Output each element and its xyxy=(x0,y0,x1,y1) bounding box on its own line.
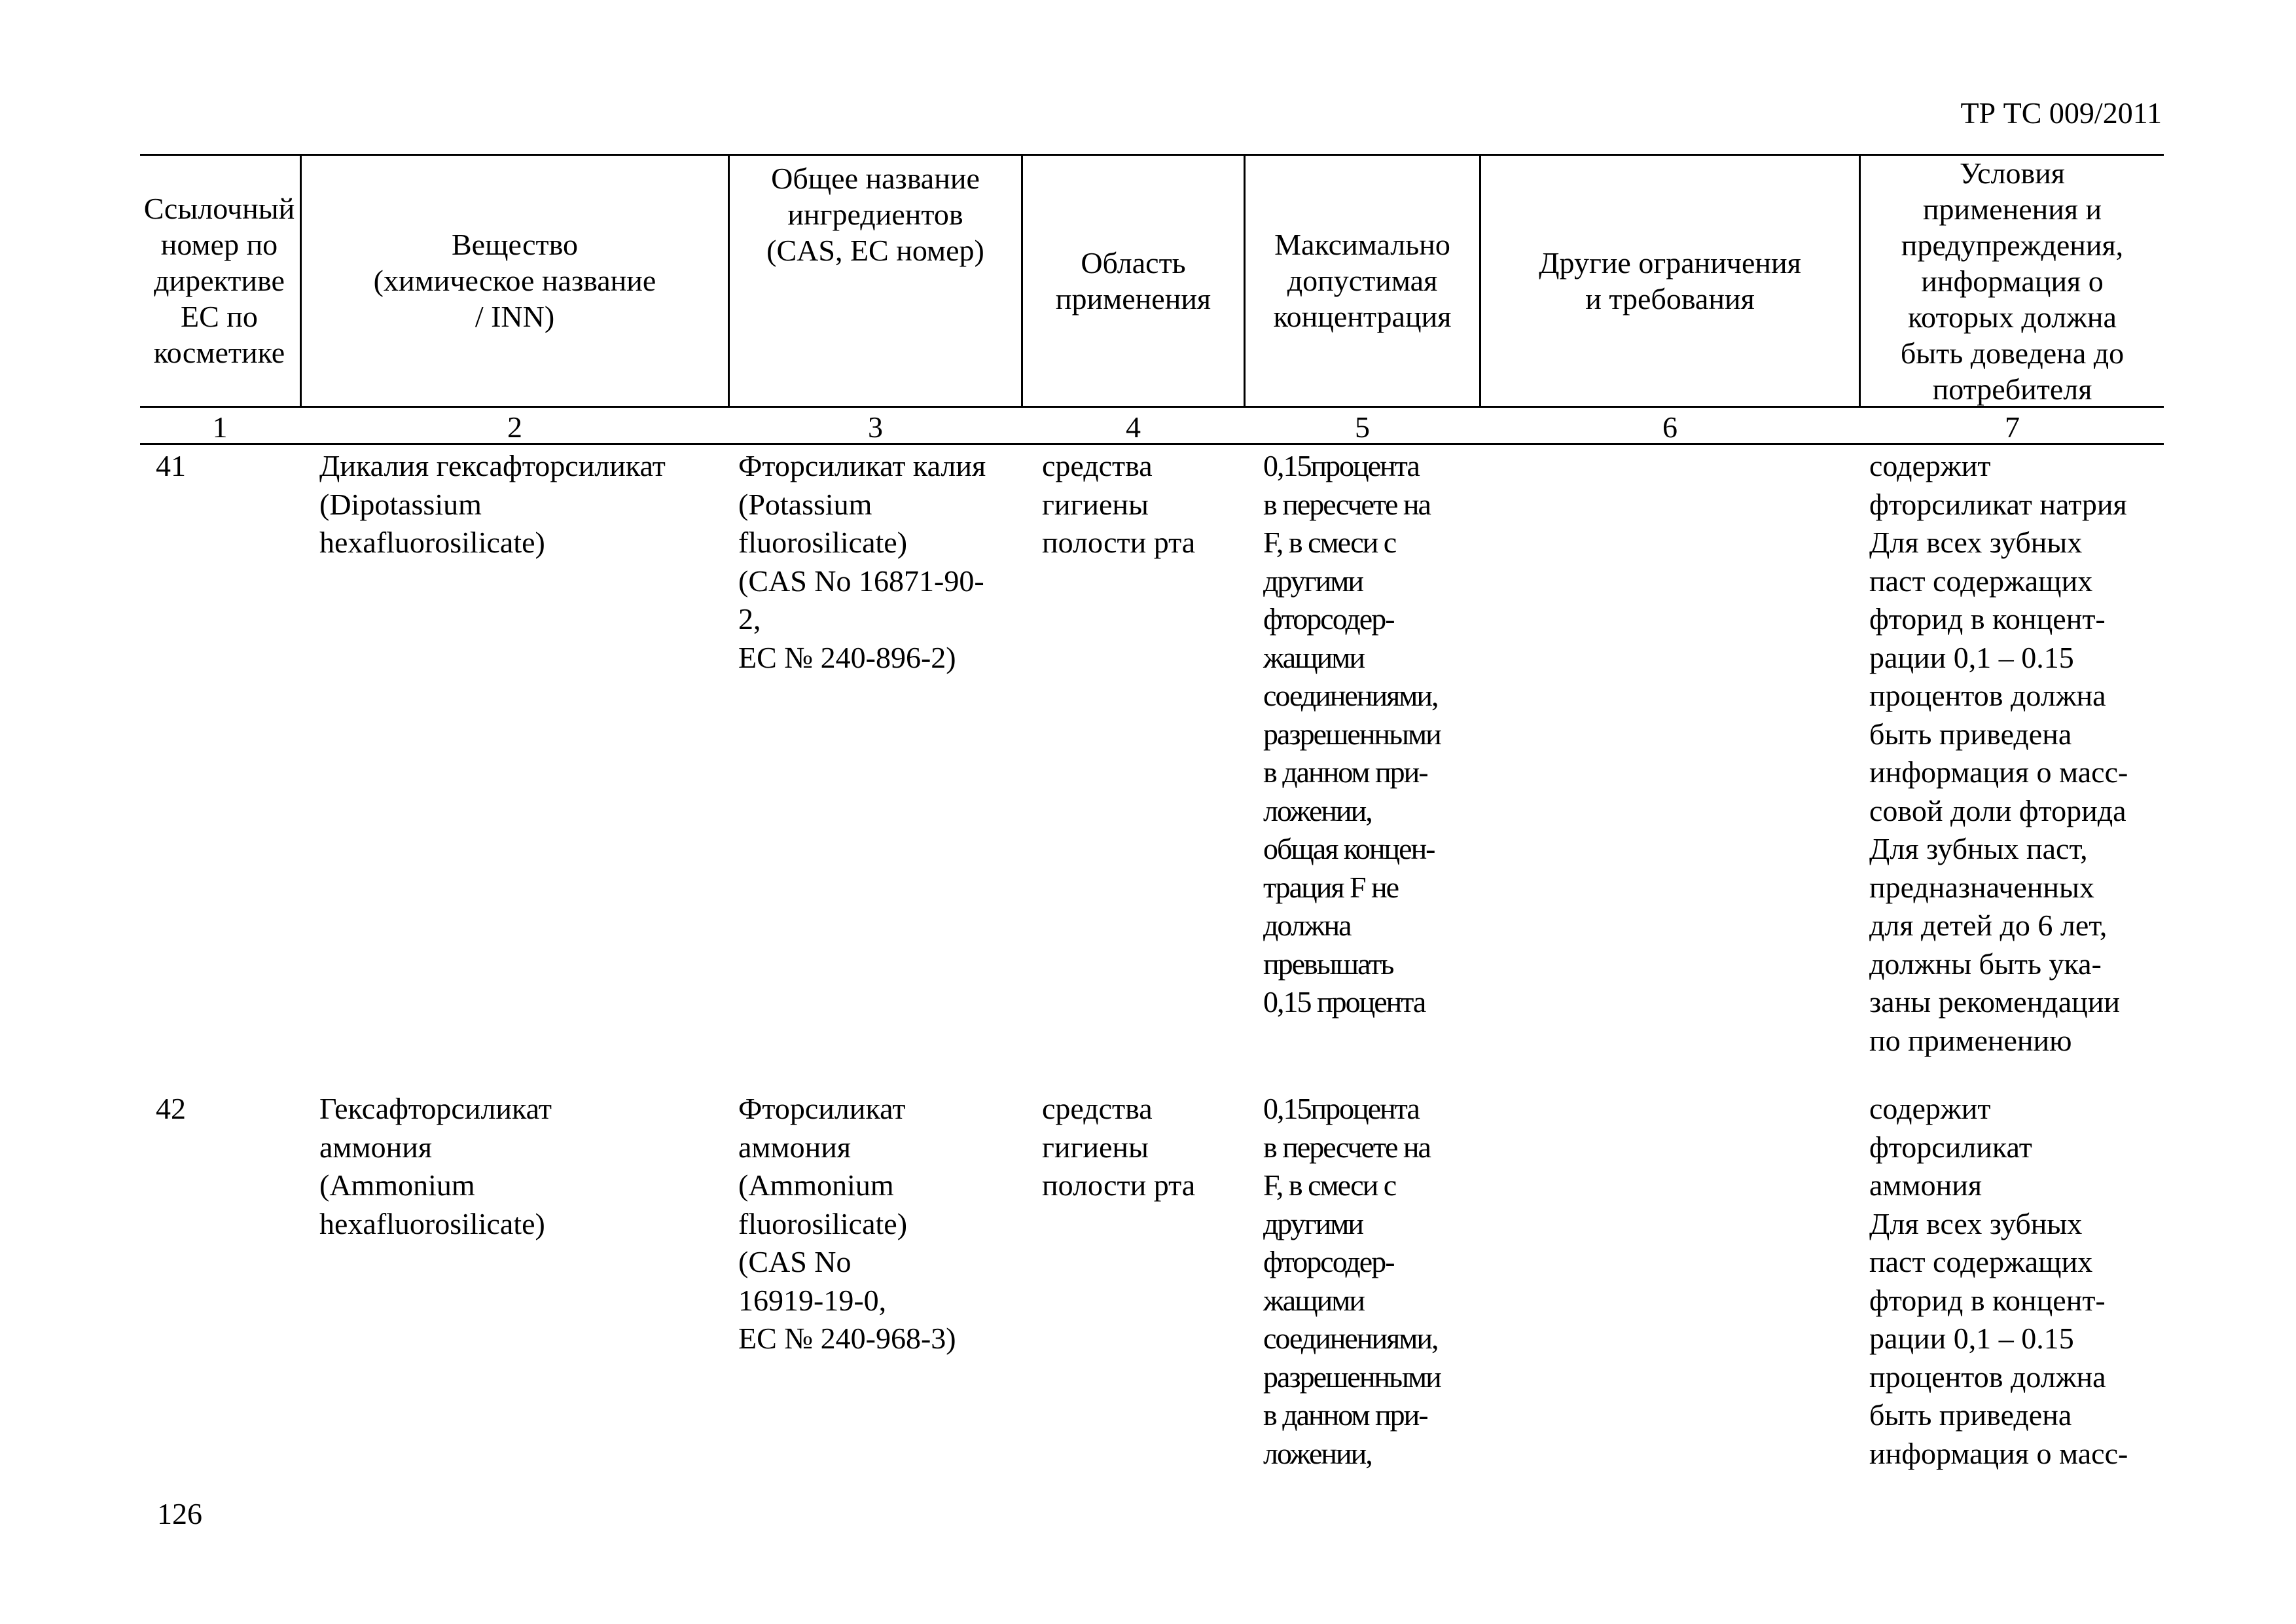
header-reference-number: Ссылочный номер по директиве ЕС по косметике xyxy=(143,192,295,369)
cell-substance: Дикалия гексафторсиликат (Dipotassium hexafluorosilicate) xyxy=(319,449,666,559)
cell-conditions: содержит фторсиликат натрия Для всех зубных паст содержащих фторид в концент- рации 0,1 – 0.15 процентов должна быть приведена информация о масс- совой доли фторида Для зубных паст, предназначенных для детей до 6 лет, должны быть ука- заны рекомендации по применению xyxy=(1869,449,2128,1057)
header-bottom-rule xyxy=(140,406,2164,408)
cell-substance: Гексафторсиликат аммония (Ammonium hexafluorosilicate) xyxy=(319,1092,552,1240)
column-number: 1 xyxy=(212,410,228,444)
header-substance: Вещество (химическое название / INN) xyxy=(373,228,656,333)
column-number: 2 xyxy=(507,410,522,444)
cell-scope: средства гигиены полости рта xyxy=(1042,449,1196,559)
column-number: 7 xyxy=(2005,410,2020,444)
header-conditions: Условия применения и предупреждения, информация о которых должна быть доведена до потребителя xyxy=(1900,156,2125,406)
column-number: 3 xyxy=(868,410,883,444)
header-scope: Область применения xyxy=(1055,245,1211,316)
header-common-name: Общее название ингредиентов (CAS, EC номер) xyxy=(766,162,984,267)
page-number: 126 xyxy=(157,1497,202,1530)
column-number: 5 xyxy=(1355,410,1370,444)
header-other-restrictions: Другие ограничения и требования xyxy=(1539,245,1801,316)
cell-conditions: содержит фторсиликат аммония Для всех зубных паст содержащих фторид в концент- рации 0,1 – 0.15 процентов должна быть приведена информация о масс- xyxy=(1869,1092,2128,1470)
document-code: ТР ТС 009/2011 xyxy=(1960,96,2162,130)
cell-reference-number: 41 xyxy=(156,449,186,482)
cell-scope: средства гигиены полости рта xyxy=(1042,1092,1196,1202)
column-number: 6 xyxy=(1662,410,1677,444)
cell-reference-number: 42 xyxy=(156,1092,186,1125)
cell-max-concentration: 0,15процента в пересчете на F, в смеси с другими фторсодер- жащими соединениями, разрешенными в данном при- ложении, общая концен- трация F не должна превышать 0,15 процента xyxy=(1263,449,1441,1019)
column-number: 4 xyxy=(1126,410,1141,444)
cell-common-name: Фторсиликат аммония (Ammonium fluorosilicate) (CAS No 16919-19-0, EC № 240-968-3) xyxy=(738,1092,956,1355)
cell-common-name: Фторсиликат калия (Potassium fluorosilicate) (CAS No 16871-90- 2, EC № 240-896-2) xyxy=(738,449,986,674)
header-max-concentration: Максимально допустимая концентрация xyxy=(1273,228,1452,333)
cell-max-concentration: 0,15процента в пересчете на F, в смеси с другими фторсодер- жащими соединениями, разрешенными в данном при- ложении, xyxy=(1263,1092,1441,1470)
